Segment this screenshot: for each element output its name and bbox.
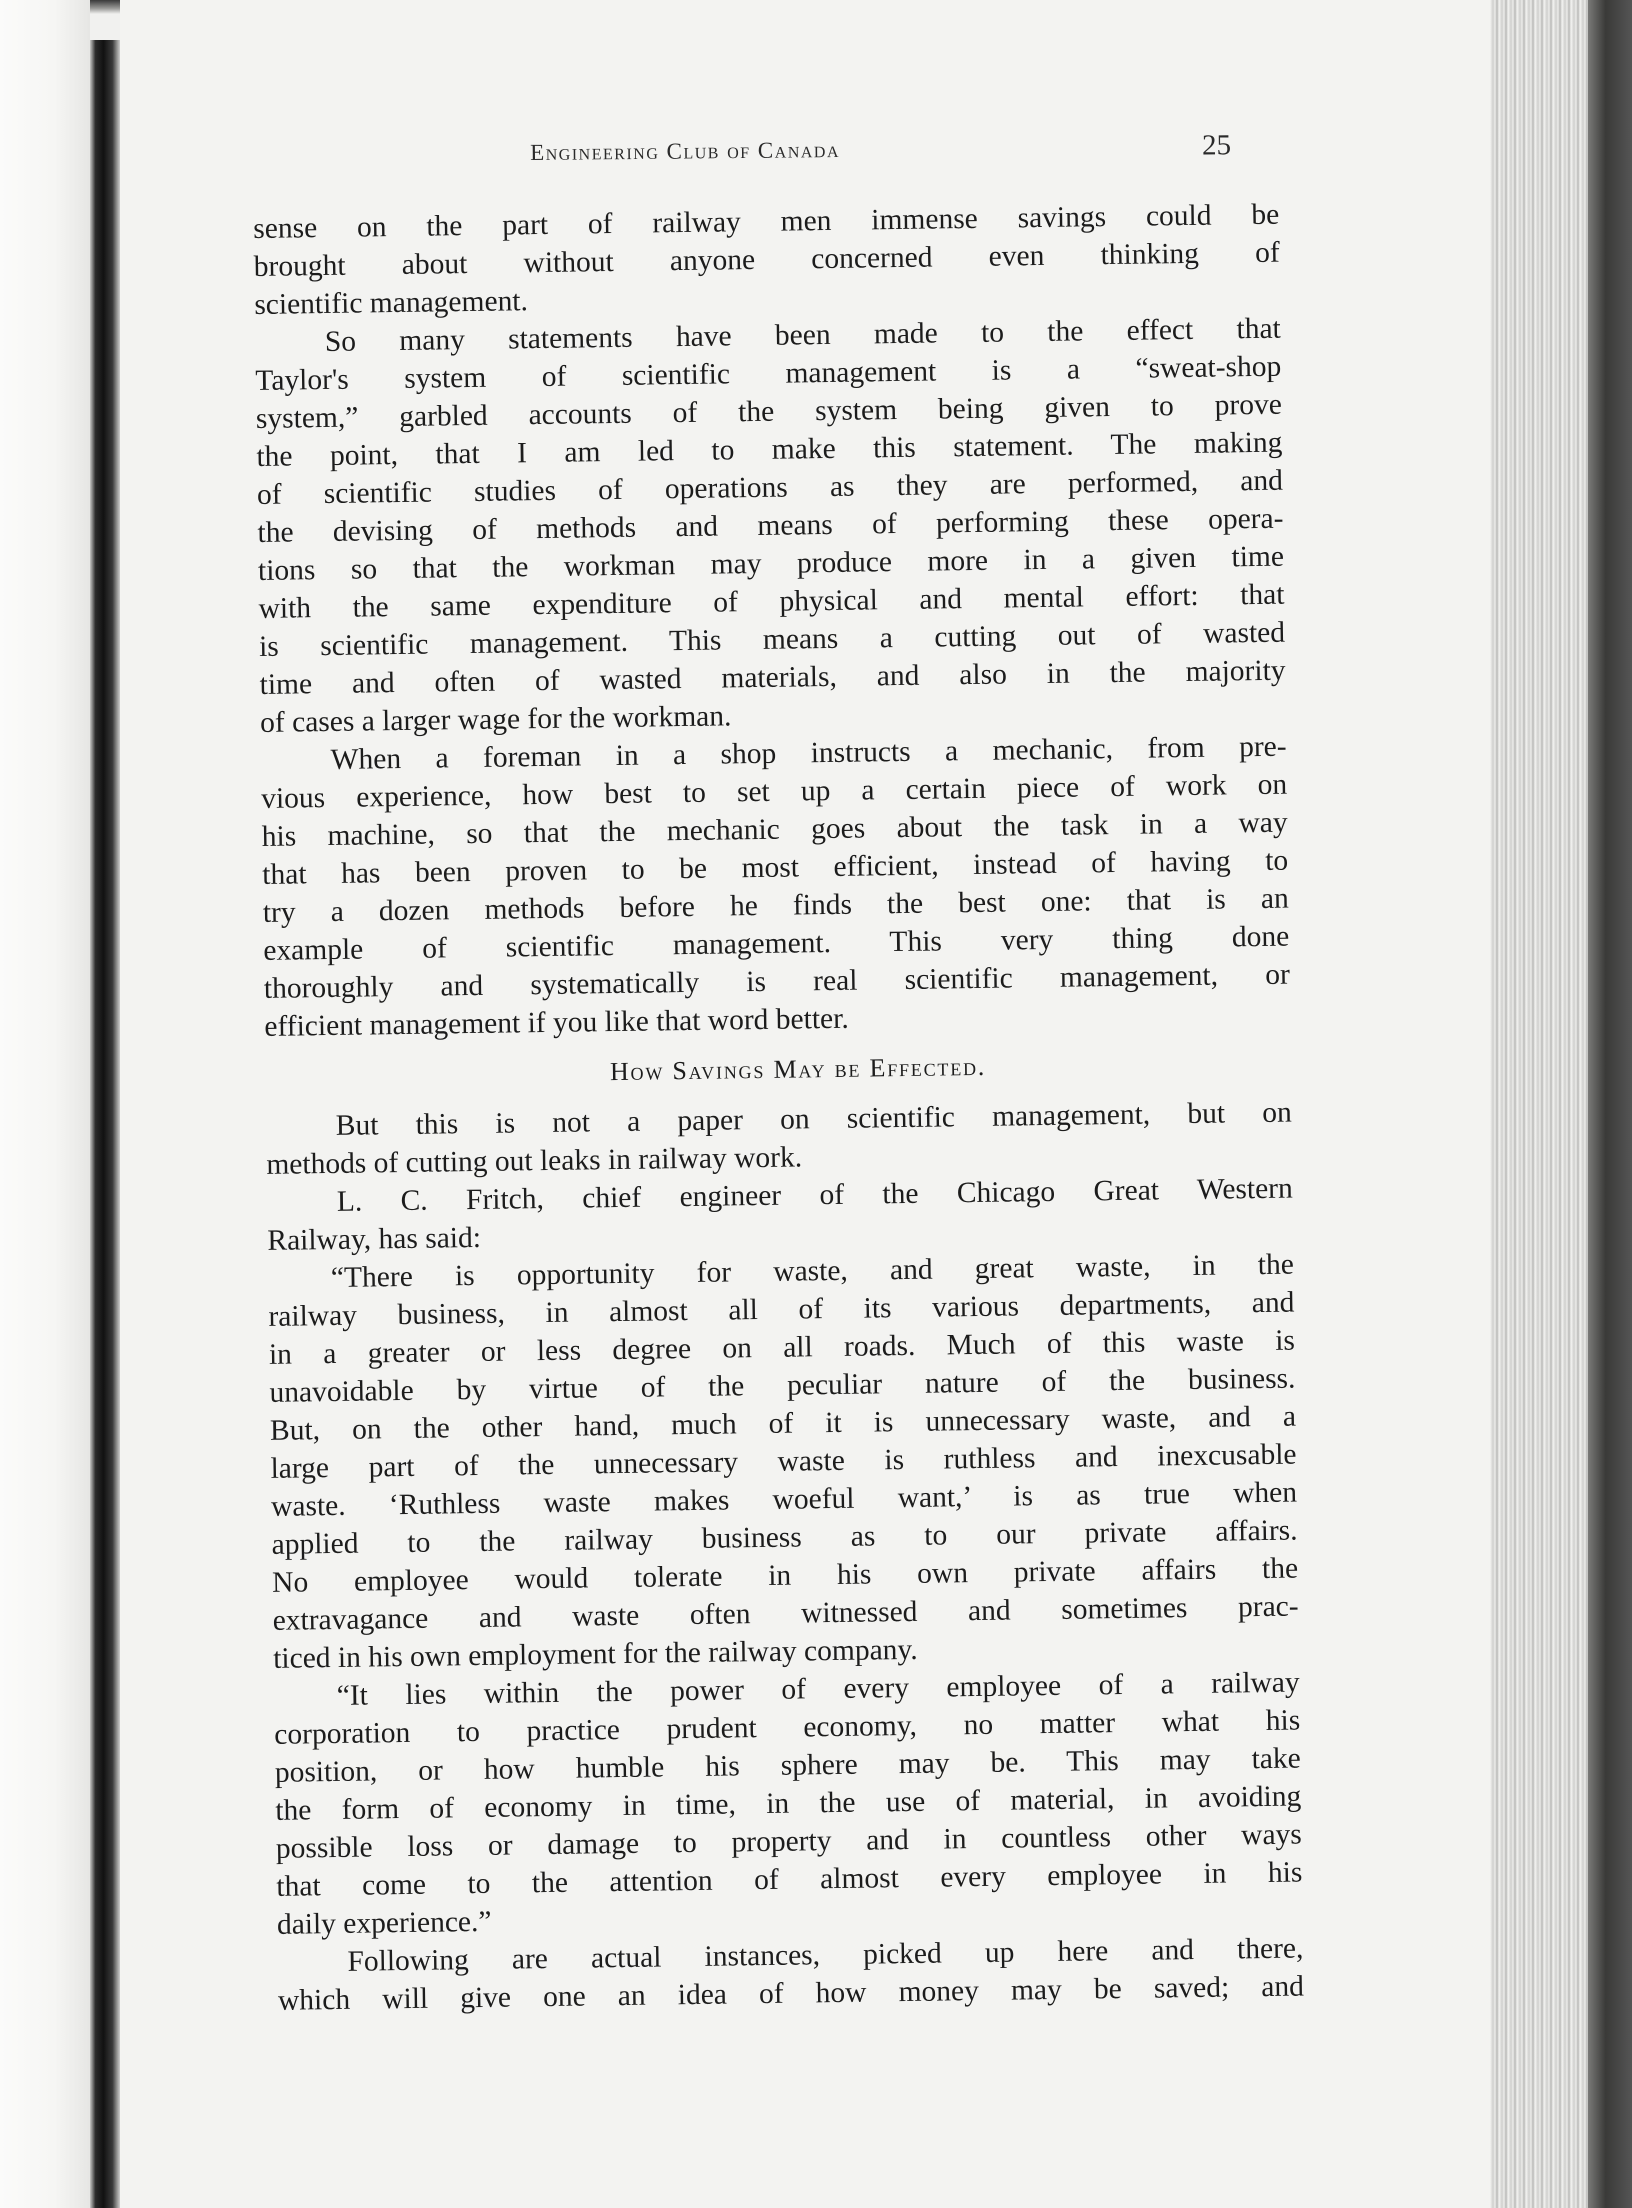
- text-line: of scientific studies of operations as they are performed, and: [256, 464, 1284, 511]
- text-line: But, on the other hand, much of it is unnecessary waste, and a: [269, 1400, 1297, 1447]
- text-line: that has been proven to be most efficient, instead of having to: [262, 844, 1289, 891]
- text-line: Railway, has said:: [267, 1221, 482, 1257]
- text-line: efficient management if you like that word better.: [264, 1002, 849, 1043]
- text-line: the form of economy in time, in the use of material, in avoiding: [275, 1780, 1302, 1827]
- body-text: [253, 196, 1304, 2020]
- running-head-title: Engineering Club of Canada: [530, 137, 841, 165]
- text-line: But this is not a paper on scientific management, but on: [335, 1096, 1292, 1142]
- text-line: tions so that the workman may produce more in a given time: [257, 540, 1285, 587]
- text-line: position, or how humble his sphere may be. This may take: [274, 1742, 1301, 1789]
- text-line: L. C. Fritch, chief engineer of the Chicago Great Western: [336, 1172, 1293, 1218]
- text-line: ticed in his own employment for the railway company.: [273, 1633, 918, 1675]
- quoted-paragraph: [273, 1664, 1303, 1944]
- text-line: is scientific management. This means a cutting out of wasted: [258, 616, 1286, 663]
- text-line: waste. ‘Ruthless waste makes woeful want,’ is as true when: [270, 1476, 1298, 1523]
- text-line: daily experience.”: [276, 1905, 492, 1941]
- text-line: thoroughly and systematically is real scientific management, or: [263, 958, 1290, 1005]
- text-line: When a foreman in a shop instructs a mechanic, from pre-: [330, 730, 1287, 776]
- page-number: 25: [1201, 129, 1232, 162]
- text-line: railway business, in almost all of its various departments, and: [268, 1286, 1295, 1333]
- text-line: which will give one an idea of how money may be saved; and: [277, 1970, 1305, 2017]
- text-line: brought about without anyone concerned even thinking of: [253, 236, 1280, 283]
- text-line: unavoidable by virtue of the peculiar nature of the business.: [269, 1362, 1296, 1409]
- text-line: of cases a larger wage for the workman.: [259, 700, 732, 739]
- text-line: the point, that I am led to make this statement. The making: [256, 426, 1283, 473]
- text-line: So many statements have been made to the effect that: [324, 312, 1281, 359]
- text-line: the devising of methods and means of performing these opera-: [257, 502, 1284, 549]
- text-line: try a dozen methods before he finds the best one: that is an: [262, 882, 1289, 929]
- paragraph: [266, 1094, 1293, 1184]
- text-line: No employee would tolerate in his own private affairs the: [271, 1552, 1299, 1599]
- text-line: large part of the unnecessary waste is ruthless and inexcusable: [270, 1438, 1297, 1485]
- text-line: Taylor's system of scientific management is a “sweat-shop: [255, 350, 1282, 397]
- text-line: in a greater or less degree on all roads. Much of this waste is: [268, 1324, 1296, 1371]
- text-line: time and often of wasted materials, and also in the majority: [259, 654, 1286, 701]
- text-line: corporation to practice prudent economy, no matter what his: [274, 1704, 1301, 1751]
- text-line: system,” garbled accounts of the system being given to prove: [255, 388, 1283, 435]
- text-line: sense on the part of railway men immense savings could be: [253, 198, 1280, 245]
- paragraph: [253, 196, 1280, 324]
- paragraph: [267, 1170, 1294, 1260]
- section-heading: How Savings May be Effected.: [609, 1051, 987, 1087]
- text-line: his machine, so that the mechanic goes about the task in a way: [261, 806, 1288, 853]
- book-gutter: [90, 40, 120, 2208]
- text-line: “There is opportunity for waste, and great waste, in the: [330, 1248, 1295, 1295]
- facing-page-edge: [0, 0, 90, 2208]
- running-head: [530, 129, 1232, 180]
- text-line: Following are actual instances, picked up here and there,: [347, 1932, 1304, 1978]
- text-line: scientific management.: [254, 285, 529, 321]
- paragraph: [255, 310, 1287, 742]
- text-line: applied to the railway business as to our private affairs.: [271, 1514, 1298, 1561]
- text-line: example of scientific management. This very thing done: [263, 920, 1290, 967]
- text-line: extravagance and waste often witnessed and sometimes prac-: [272, 1590, 1299, 1637]
- paragraph: [260, 728, 1290, 1046]
- quoted-paragraph: [268, 1246, 1300, 1678]
- book-cover-edge: [1588, 0, 1632, 2208]
- text-line: “It lies within the power of every employee of a railway: [336, 1666, 1300, 1712]
- text-line: with the same expenditure of physical and mental effort: that: [258, 578, 1285, 625]
- text-line: methods of cutting out leaks in railway work.: [266, 1141, 803, 1181]
- paragraph: [277, 1930, 1304, 2020]
- text-line: that come to the attention of almost every employee in his: [276, 1856, 1303, 1903]
- text-line: possible loss or damage to property and in countless other ways: [275, 1818, 1303, 1865]
- text-line: vious experience, how best to set up a certain piece of work on: [261, 768, 1288, 815]
